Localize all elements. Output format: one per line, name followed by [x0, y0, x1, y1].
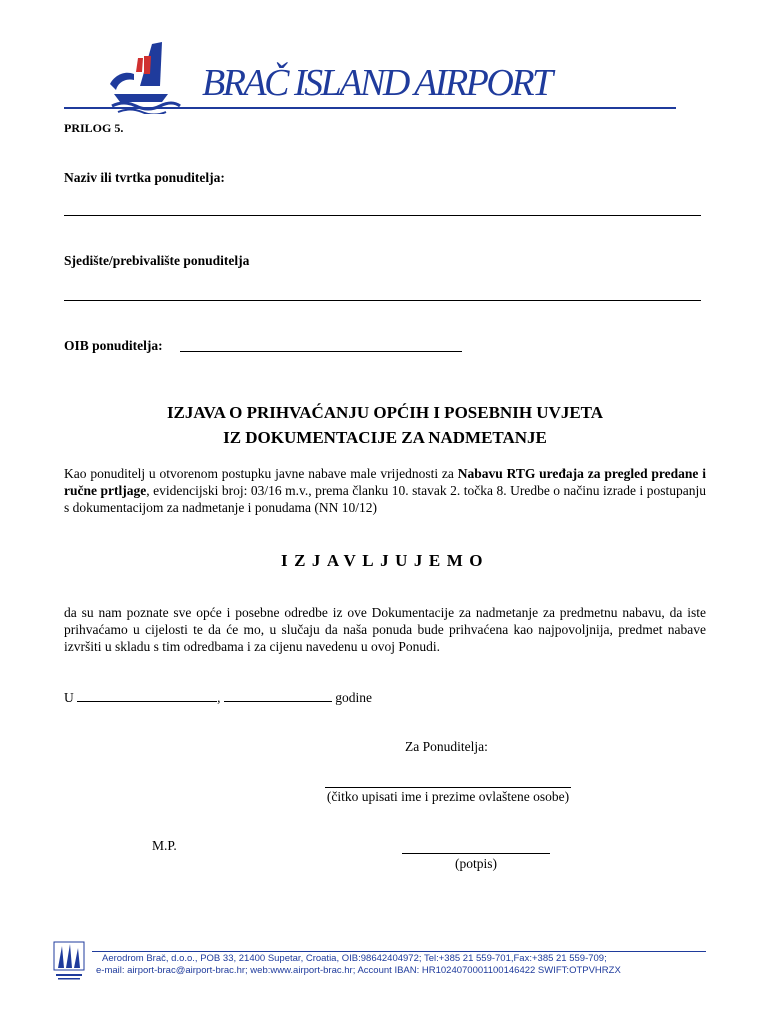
place-date-row [64, 688, 372, 706]
intro-text-1: Kao ponuditelj u otvorenom postupku javne nabave male vrijednosti za [64, 466, 458, 481]
authorized-name-line[interactable] [325, 787, 571, 788]
place-comma: , [217, 690, 221, 705]
signature-caption: (potpis) [455, 856, 497, 871]
footer-logo-icon [52, 938, 86, 982]
bidder-name-label: Naziv ili tvrtka ponuditelja: [64, 170, 225, 185]
declaration-body: da su nam poznate sve opće i posebne odredbe iz ove Dokumentacije za nadmetanje za predmetnu nabavu, da iste prihvaćamo u cijelosti te da će mo, u slučaju da naša ponuda bude prihvaćena kao najpovoljnija, predmet nabave izvršiti u skladu s tim odredbama i za cijenu navedenu u ovoj Ponudi. [64, 605, 706, 654]
place-blank[interactable] [77, 688, 217, 702]
bidder-seat-line[interactable] [64, 300, 701, 301]
place-prefix: U [64, 690, 74, 705]
annex-label: PRILOG 5. [64, 121, 124, 135]
footer-contact: e-mail: airport-brac@airport-brac.hr; web:www.airport-brac.hr; Account IBAN: HR1024070001100146422 SWIFT:OTPVHRZX [96, 965, 621, 976]
footer-address: Aerodrom Brač, d.o.o., POB 33, 21400 Supetar, Croatia, OIB:98642404972; Tel:+385 21 559-701,Fax:+385 21 559-709; [102, 953, 607, 964]
intro-paragraph [64, 465, 706, 516]
authorized-name-caption: (čitko upisati ime i prezime ovlaštene osobe) [326, 789, 570, 804]
oib-line[interactable] [180, 351, 462, 352]
airport-logo-icon [104, 40, 184, 114]
intro-text-2: , evidencijski broj: 03/16 m.v., prema članku 10. stavak 2. točka 8. Uredbe o načinu izrade i postupanju s dokumentacijom za nadmetanje i ponudama (NN 10/12) [64, 483, 706, 515]
footer-rule [92, 951, 706, 952]
header-rule [64, 107, 676, 109]
year-suffix: godine [335, 690, 372, 705]
procurement-subject: Nabavu RTG uređaja za pregled predane i ručne prtljage [64, 466, 706, 498]
stamp-label: M.P. [152, 838, 177, 853]
document-title-line2: IZ DOKUMENTACIJE ZA NADMETANJE [223, 428, 547, 447]
bidder-name-line[interactable] [64, 215, 701, 216]
oib-label: OIB ponuditelja: [64, 338, 163, 353]
bidder-seat-label: Sjedište/prebivalište ponuditelja [64, 253, 250, 268]
document-title-line1: IZJAVA O PRIHVAĆANJU OPĆIH I POSEBNIH UVJETA [166, 403, 604, 422]
signature-line[interactable] [402, 853, 550, 854]
for-bidder-label: Za Ponuditelja: [405, 739, 488, 754]
declare-heading: IZJAVLJUJEMO [280, 551, 490, 570]
date-blank[interactable] [224, 688, 332, 702]
brand-title: BRAČ ISLAND AIRPORT [202, 62, 551, 104]
